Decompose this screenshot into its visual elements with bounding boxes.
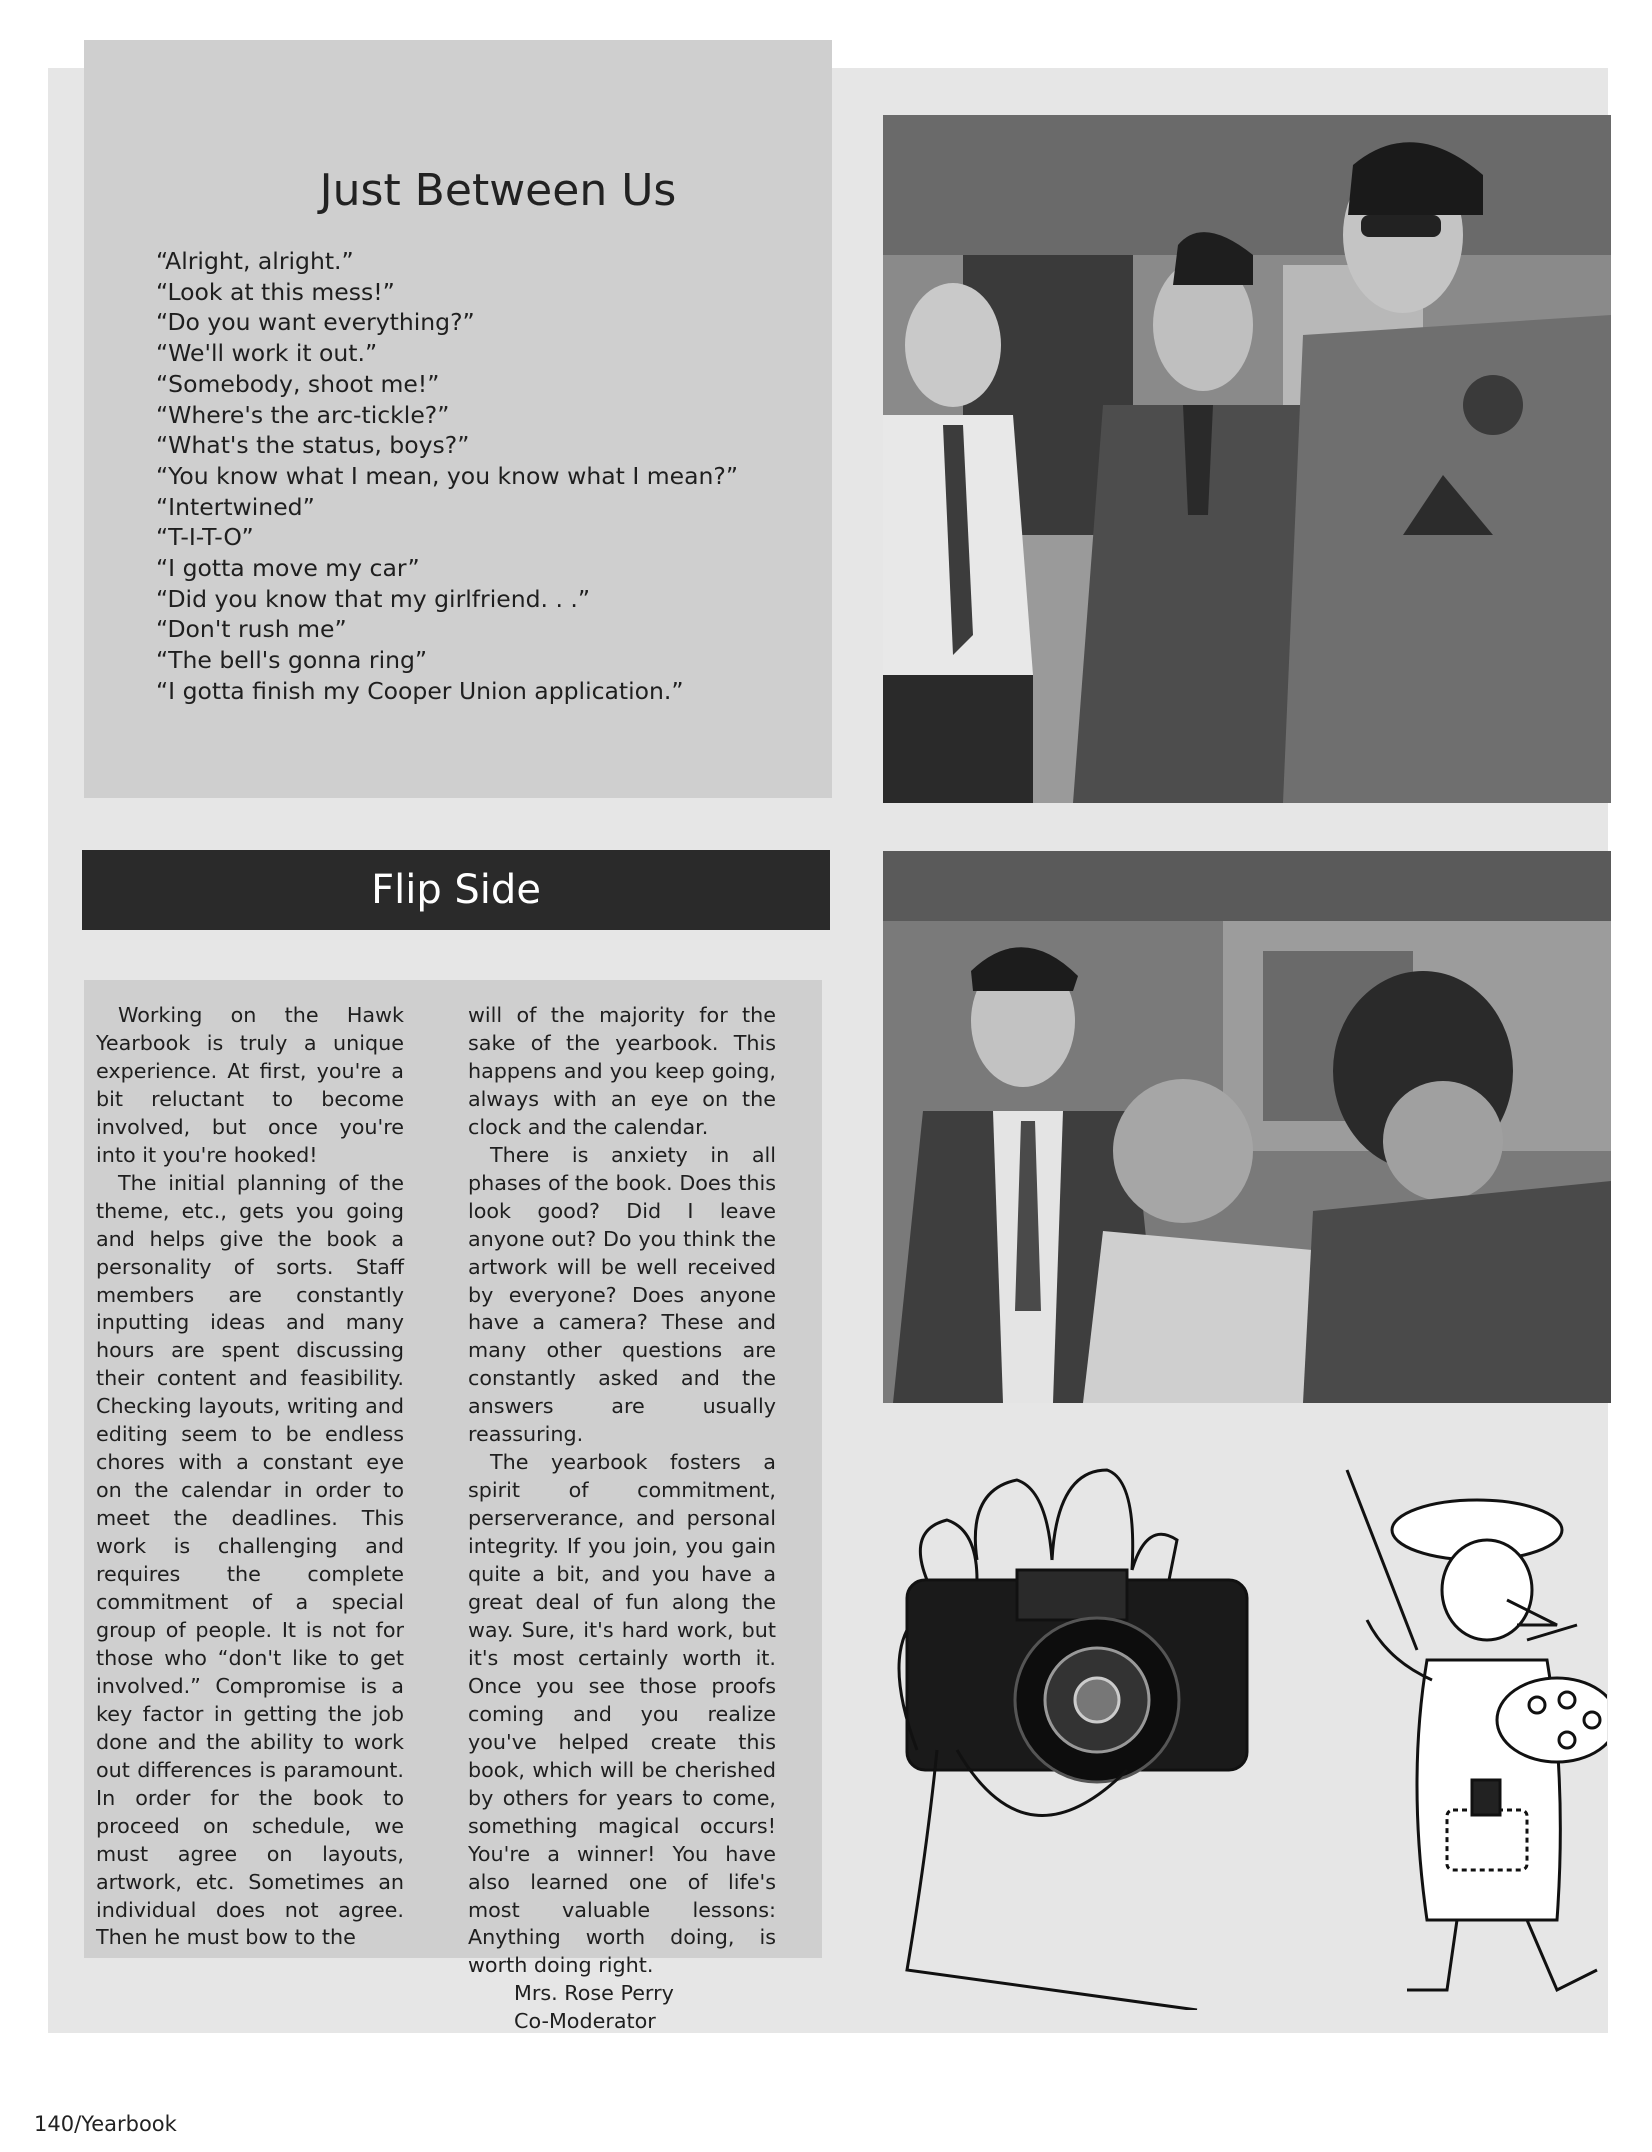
article-column-right [468,1002,776,2036]
quote-title: Just Between Us [319,165,677,216]
quote-line: “What's the status, boys?” [156,431,470,460]
section-heading: Flip Side [82,850,830,930]
photo-students-working [883,851,1611,1403]
quote-line: “Do you want everything?” [156,308,475,337]
quote-line: “The bell's gonna ring” [156,646,428,675]
page-folio: 140/Yearbook [34,2112,177,2136]
quote-line: “We'll work it out.” [156,339,378,368]
quote-line: “Did you know that my girlfriend. . .” [156,584,591,613]
article-column-left [96,1002,404,1952]
quote-line: “Don't rush me” [156,615,347,644]
article-panel [84,980,822,2034]
quote-line: “Somebody, shoot me!” [156,369,440,398]
article-paragraph: The initial planning of the theme, etc., gets you going and helps give the book a personality of sorts. Staff members are constantly inputting ideas and many hours are spent discussing their content and feasibility. Checking layouts, writing and editing seem to be endless chores with a constant eye on the calendar in order to meet the deadlines. This work is challenging and requires the complete commitment of a special group of people. It is not for those who “don't like to get involved.” Compromise is a key factor in getting the job done and the ability to work out differences is paramount. In order for the book to proceed on schedule, we must agree on layouts, artwork, etc. Sometimes an individual does not agree. Then he must bow to the [96,1170,404,1950]
painter-illustration [1347,1470,1607,1990]
quote-line: “Look at this mess!” [156,277,395,306]
signature-name: Mrs. Rose Perry [514,1981,674,2006]
quote-line: “Alright, alright.” [156,247,354,275]
camera-hand-illustration [899,1470,1247,2010]
article-paragraph: will of the majority for the sake of the yearbook. This happens and you keep going, always with an eye on the clock and the calendar. [468,1003,776,1139]
illustrations [867,1450,1607,2010]
quote-line: “Where's the arc-tickle?” [156,400,450,429]
article-paragraph: The yearbook fosters a spirit of commitment, perserverance, and personal integrity. If you join, you gain quite a bit, and you have a great deal of fun along the way. Sure, it's hard work, but it's most certainly worth it. Once you see those proofs coming and you realize you've helped create this book, which will be cherished by others for years to come, something magical occurs! You're a winner! You have also learned one of life's most valuable lessons: Anything worth doing, is worth doing right. [468,1450,776,1978]
article-paragraph: Working on the Hawk Yearbook is truly a unique experience. At first, you're a bit reluctant to become involved, but once you're into it you're hooked! [96,1003,404,1167]
quote-panel [84,40,832,798]
quote-line: “Intertwined” [156,492,315,521]
quote-line: “I gotta finish my Cooper Union application.” [156,676,684,705]
signature-title: Co-Moderator [514,2009,656,2034]
quote-line: “T-I-T-O” [156,523,254,552]
quote-list [156,246,738,707]
photo-three-students [883,115,1611,803]
quote-line: “I gotta move my car” [156,554,420,583]
quote-line: “You know what I mean, you know what I mean?” [156,461,739,490]
article-paragraph: There is anxiety in all phases of the book. Does this look good? Did I leave anyone out? Do you think the artwork will be well received by everyone? Does anyone have a camera? These and many other questions are constantly asked and the answers are usually reassuring. [468,1142,776,1447]
